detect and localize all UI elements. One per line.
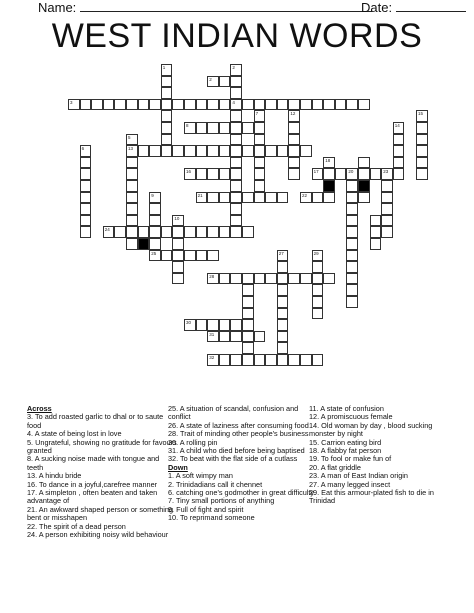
- cell-number: 10: [174, 215, 180, 221]
- grid-cell[interactable]: [265, 145, 277, 157]
- grid-cell[interactable]: [230, 354, 242, 366]
- clue-item: 14. Old woman by day , blood sucking monster by night: [309, 420, 433, 439]
- grid-cell[interactable]: [196, 226, 208, 238]
- cell-number: 32: [209, 355, 215, 360]
- cell-number: 20: [348, 169, 354, 175]
- grid-cell[interactable]: [196, 168, 208, 180]
- grid-cell[interactable]: [149, 226, 161, 238]
- grid-cell[interactable]: [219, 192, 231, 204]
- cell-number: 3: [70, 99, 73, 105]
- cell-number: 2: [232, 65, 235, 70]
- grid-cell[interactable]: [254, 168, 266, 180]
- grid-cell[interactable]: [288, 168, 300, 180]
- name-label-text: Name:: [38, 0, 77, 15]
- grid-cell[interactable]: [277, 354, 289, 366]
- grid-cell[interactable]: [230, 134, 242, 146]
- grid-cell[interactable]: [161, 226, 173, 238]
- grid-cell[interactable]: [184, 168, 196, 180]
- grid-cell[interactable]: [277, 319, 289, 331]
- grid-cell[interactable]: [219, 226, 231, 238]
- grid-cell[interactable]: [277, 99, 289, 111]
- grid-cell[interactable]: [161, 250, 173, 262]
- grid-cell[interactable]: [207, 319, 219, 331]
- cell-number: 18: [325, 157, 331, 163]
- clue-item: 15. Carrion eating bird: [309, 437, 382, 447]
- grid-cell[interactable]: [288, 134, 300, 146]
- grid-cell[interactable]: [184, 250, 196, 262]
- grid-cell[interactable]: [196, 192, 208, 204]
- cell-number: 6: [81, 146, 85, 152]
- grid-cell[interactable]: [277, 342, 289, 354]
- grid-cell[interactable]: [126, 203, 138, 215]
- grid-cell[interactable]: [207, 192, 219, 204]
- grid-cell[interactable]: [219, 99, 231, 111]
- grid-cell[interactable]: [300, 273, 312, 285]
- grid-cell[interactable]: [219, 273, 231, 285]
- clue-item: 7. Tiny small portions of anything: [168, 496, 275, 506]
- grid-cell[interactable]: [172, 99, 184, 111]
- grid-cell[interactable]: [358, 168, 370, 180]
- clue-item: 2. Trinidadians call it chennet: [168, 479, 263, 489]
- grid-cell[interactable]: [254, 354, 266, 366]
- grid-cell[interactable]: [335, 99, 347, 111]
- grid-cell[interactable]: [172, 250, 184, 262]
- grid-cell[interactable]: [312, 284, 324, 296]
- clue-item: 21. An awkward shaped person or something bent or misshapen: [27, 504, 174, 523]
- grid-cell[interactable]: [161, 134, 173, 146]
- cell-number: 15: [418, 111, 424, 117]
- cell-number: 8: [186, 123, 189, 128]
- grid-cell[interactable]: [230, 64, 242, 76]
- grid-cell[interactable]: [277, 284, 289, 296]
- grid-cell[interactable]: [254, 134, 266, 146]
- grid-cell[interactable]: [242, 296, 254, 308]
- clue-item: 10. To reprimand someone: [168, 513, 255, 523]
- grid-cell[interactable]: [207, 250, 219, 262]
- grid-cell[interactable]: [346, 284, 358, 296]
- grid-cell[interactable]: [300, 354, 312, 366]
- grid-cell[interactable]: [184, 122, 196, 134]
- grid-cell[interactable]: [196, 319, 208, 331]
- grid-cell[interactable]: [126, 99, 138, 111]
- grid-cell[interactable]: [346, 192, 358, 204]
- grid-cell[interactable]: [346, 226, 358, 238]
- cell-number: 2: [209, 76, 212, 82]
- puzzle-title: WEST INDIAN WORDS: [51, 17, 423, 55]
- grid-cell[interactable]: [346, 250, 358, 262]
- grid-cell[interactable]: [161, 145, 173, 157]
- clue-item: 20. A flat griddle: [309, 462, 361, 472]
- grid-cell[interactable]: [254, 99, 266, 111]
- grid-block: [323, 180, 335, 192]
- cell-number: 28: [209, 273, 215, 279]
- grid-cell[interactable]: [288, 99, 300, 111]
- grid-cell[interactable]: [254, 110, 266, 122]
- grid-cell[interactable]: [126, 180, 138, 192]
- grid-cell[interactable]: [230, 122, 242, 134]
- grid-cell[interactable]: [196, 99, 208, 111]
- clue-item: 26. A state of laziness after consuming food: [168, 420, 309, 430]
- grid-cell[interactable]: [381, 215, 393, 227]
- grid-cell[interactable]: [149, 250, 161, 262]
- grid-cell[interactable]: [126, 238, 138, 250]
- clue-item: 1. A soft wimpy man: [168, 471, 233, 481]
- clue-item: 19. To fool or make fun of: [309, 454, 392, 464]
- grid-cell[interactable]: [288, 157, 300, 169]
- grid-cell[interactable]: [149, 99, 161, 111]
- clue-item: 6. catching one's godmother in great difficulty: [168, 488, 315, 498]
- grid-cell[interactable]: [184, 319, 196, 331]
- clue-item: 29. Eat this armour-plated fish to die in Trinidad: [309, 488, 434, 506]
- grid-cell[interactable]: [126, 215, 138, 227]
- grid-cell[interactable]: [242, 192, 254, 204]
- grid-cell[interactable]: [80, 203, 92, 215]
- grid-cell[interactable]: [288, 122, 300, 134]
- grid-cell[interactable]: [242, 99, 254, 111]
- cell-number: 29: [313, 250, 319, 256]
- clue-item: 11. A state of confusion: [309, 404, 384, 413]
- clue-item: 13. A hindu bride: [27, 471, 82, 481]
- grid-cell[interactable]: [138, 99, 150, 111]
- cell-number: 7: [255, 111, 259, 117]
- grid-cell[interactable]: [254, 180, 266, 192]
- grid-cell[interactable]: [161, 122, 173, 134]
- clue-item: 27. A many legged insect: [309, 479, 391, 489]
- grid-cell[interactable]: [288, 273, 300, 285]
- clue-item: 8. A sucking noise made with tongue and teeth: [27, 454, 160, 472]
- grid-cell[interactable]: [230, 226, 242, 238]
- grid-cell[interactable]: [207, 145, 219, 157]
- grid-cell[interactable]: [381, 192, 393, 204]
- grid-cell[interactable]: [242, 354, 254, 366]
- clue-item: 17. A simpleton , often beaten and taken advantage of: [27, 488, 158, 506]
- grid-cell[interactable]: [416, 122, 428, 134]
- grid-cell[interactable]: [346, 215, 358, 227]
- grid-cell[interactable]: [80, 215, 92, 227]
- cell-number: 13: [128, 146, 134, 152]
- clues-column-1: [27, 405, 177, 540]
- clue-item: 31. A child who died before being baptised: [168, 446, 305, 456]
- grid-cell[interactable]: [207, 331, 219, 343]
- grid-cell[interactable]: [346, 99, 358, 111]
- grid-cell[interactable]: [254, 273, 266, 285]
- clue-item: 18. A flabby fat person: [309, 446, 382, 456]
- grid-cell[interactable]: [242, 319, 254, 331]
- grid-cell[interactable]: [254, 331, 266, 343]
- grid-cell[interactable]: [219, 145, 231, 157]
- clue-item: 23. A man of East Indian origin: [309, 471, 408, 481]
- grid-cell[interactable]: [138, 145, 150, 157]
- grid-cell[interactable]: [230, 273, 242, 285]
- grid-cell[interactable]: [370, 168, 382, 180]
- grid-cell[interactable]: [126, 145, 138, 157]
- grid-cell[interactable]: [230, 99, 242, 111]
- grid-cell[interactable]: [358, 99, 370, 111]
- grid-cell[interactable]: [91, 99, 103, 111]
- grid-cell[interactable]: [346, 203, 358, 215]
- grid-cell[interactable]: [161, 64, 173, 76]
- grid-cell[interactable]: [207, 354, 219, 366]
- grid-cell[interactable]: [219, 319, 231, 331]
- grid-cell[interactable]: [346, 261, 358, 273]
- grid-cell[interactable]: [346, 273, 358, 285]
- grid-cell[interactable]: [346, 168, 358, 180]
- grid-cell[interactable]: [323, 192, 335, 204]
- cell-number: 12: [290, 111, 296, 117]
- cell-number: 16: [186, 169, 192, 175]
- grid-cell[interactable]: [393, 134, 405, 146]
- grid-cell[interactable]: [300, 99, 312, 111]
- clues-column-3: [309, 405, 459, 506]
- grid-cell[interactable]: [346, 180, 358, 192]
- grid-cell[interactable]: [230, 215, 242, 227]
- grid-cell[interactable]: [277, 296, 289, 308]
- grid-cell[interactable]: [172, 261, 184, 273]
- grid-cell[interactable]: [242, 284, 254, 296]
- grid-cell[interactable]: [149, 145, 161, 157]
- grid-cell[interactable]: [242, 308, 254, 320]
- cell-number: 30: [186, 320, 192, 326]
- clue-item: 32. To beat with the flat side of a cutlass: [168, 454, 298, 464]
- grid-cell[interactable]: [370, 215, 382, 227]
- grid-cell[interactable]: [242, 273, 254, 285]
- grid-cell[interactable]: [416, 134, 428, 146]
- grid-cell[interactable]: [230, 87, 242, 99]
- grid-cell[interactable]: [335, 168, 347, 180]
- grid-cell[interactable]: [219, 354, 231, 366]
- grid-cell[interactable]: [312, 192, 324, 204]
- grid-cell[interactable]: [126, 192, 138, 204]
- grid-cell[interactable]: [80, 99, 92, 111]
- grid-cell[interactable]: [393, 168, 405, 180]
- grid-cell[interactable]: [370, 226, 382, 238]
- grid-cell[interactable]: [196, 250, 208, 262]
- across-heading: Across: [27, 404, 52, 413]
- grid-cell[interactable]: [80, 157, 92, 169]
- grid-cell[interactable]: [288, 110, 300, 122]
- grid-cell[interactable]: [149, 238, 161, 250]
- grid-cell[interactable]: [254, 145, 266, 157]
- grid-cell[interactable]: [277, 145, 289, 157]
- grid-cell[interactable]: [138, 226, 150, 238]
- grid-cell[interactable]: [161, 87, 173, 99]
- date-label-text: Date:: [361, 0, 393, 15]
- grid-cell[interactable]: [172, 145, 184, 157]
- grid-cell[interactable]: [312, 168, 324, 180]
- grid-cell[interactable]: [230, 192, 242, 204]
- grid-cell[interactable]: [312, 354, 324, 366]
- cell-number: 25: [151, 250, 157, 256]
- grid-cell[interactable]: [103, 226, 115, 238]
- grid-cell[interactable]: [230, 145, 242, 157]
- grid-cell[interactable]: [312, 261, 324, 273]
- grid-cell[interactable]: [161, 76, 173, 88]
- grid-cell[interactable]: [381, 226, 393, 238]
- grid-cell[interactable]: [207, 122, 219, 134]
- grid-cell[interactable]: [312, 296, 324, 308]
- grid-cell[interactable]: [230, 168, 242, 180]
- grid-cell[interactable]: [381, 168, 393, 180]
- grid-cell[interactable]: [265, 354, 277, 366]
- grid-cell[interactable]: [172, 215, 184, 227]
- grid-cell[interactable]: [149, 203, 161, 215]
- grid-cell[interactable]: [126, 157, 138, 169]
- grid-cell[interactable]: [230, 331, 242, 343]
- grid-cell[interactable]: [277, 250, 289, 262]
- grid-cell[interactable]: [242, 331, 254, 343]
- grid-cell[interactable]: [242, 226, 254, 238]
- cell-number: 17: [313, 169, 319, 175]
- grid-cell[interactable]: [230, 203, 242, 215]
- grid-cell[interactable]: [80, 226, 92, 238]
- grid-cell[interactable]: [416, 157, 428, 169]
- grid-cell[interactable]: [172, 226, 184, 238]
- grid-cell[interactable]: [300, 192, 312, 204]
- grid-cell[interactable]: [80, 145, 92, 157]
- grid-cell[interactable]: [300, 145, 312, 157]
- cell-number: 27: [278, 250, 284, 256]
- clue-item: 16. To dance in a joyful,carefree manner: [27, 479, 158, 489]
- grid-cell[interactable]: [68, 99, 80, 111]
- cell-number: 5: [128, 134, 131, 140]
- grid-cell[interactable]: [323, 157, 335, 169]
- grid-cell[interactable]: [416, 168, 428, 180]
- clue-item: 4. A state of being lost in love: [27, 429, 122, 439]
- grid-cell[interactable]: [393, 122, 405, 134]
- grid-cell[interactable]: [207, 76, 219, 88]
- grid-cell[interactable]: [230, 110, 242, 122]
- grid-cell[interactable]: [288, 145, 300, 157]
- clue-item: 12. A promiscuous female: [309, 412, 393, 422]
- clue-item: 22. The spirit of a dead person: [27, 521, 126, 531]
- grid-cell[interactable]: [149, 215, 161, 227]
- grid-cell[interactable]: [207, 168, 219, 180]
- grid-cell[interactable]: [346, 238, 358, 250]
- grid-cell[interactable]: [265, 99, 277, 111]
- grid-cell[interactable]: [114, 99, 126, 111]
- grid-cell[interactable]: [358, 192, 370, 204]
- grid-cell[interactable]: [196, 122, 208, 134]
- grid-cell[interactable]: [219, 122, 231, 134]
- grid-cell[interactable]: [80, 168, 92, 180]
- grid-cell[interactable]: [416, 110, 428, 122]
- grid-cell[interactable]: [393, 157, 405, 169]
- grid-cell[interactable]: [323, 273, 335, 285]
- grid-cell[interactable]: [196, 145, 208, 157]
- grid-cell[interactable]: [172, 238, 184, 250]
- grid-cell[interactable]: [381, 203, 393, 215]
- grid-cell[interactable]: [207, 99, 219, 111]
- grid-cell[interactable]: [370, 238, 382, 250]
- grid-cell[interactable]: [80, 192, 92, 204]
- clue-item: 5. Ungrateful, showing no gratitude for favours granted: [27, 437, 177, 456]
- grid-cell[interactable]: [416, 145, 428, 157]
- grid-cell[interactable]: [323, 168, 335, 180]
- cell-number: 1: [162, 65, 166, 70]
- clue-item: 9. Full of fight and spirit: [168, 504, 244, 514]
- down-heading: Down: [168, 462, 188, 472]
- grid-cell[interactable]: [323, 99, 335, 111]
- grid-cell[interactable]: [254, 157, 266, 169]
- grid-cell[interactable]: [230, 319, 242, 331]
- grid-cell[interactable]: [265, 273, 277, 285]
- clue-item: 24. A person exhibiting noisy wild behaviour: [27, 530, 169, 540]
- grid-cell[interactable]: [126, 168, 138, 180]
- grid-cell[interactable]: [265, 192, 277, 204]
- grid-cell[interactable]: [358, 157, 370, 169]
- grid-cell[interactable]: [254, 122, 266, 134]
- grid-block: [138, 238, 150, 250]
- cell-number: 14: [394, 123, 400, 128]
- grid-cell[interactable]: [277, 273, 289, 285]
- grid-cell[interactable]: [277, 308, 289, 320]
- grid-cell[interactable]: [230, 76, 242, 88]
- grid-cell[interactable]: [80, 180, 92, 192]
- cell-number: 21: [197, 192, 203, 198]
- grid-cell[interactable]: [393, 145, 405, 157]
- clue-item: 3. To add roasted garlic to dhal or to saute food: [27, 412, 164, 430]
- cell-number: 9: [151, 192, 154, 198]
- grid-cell[interactable]: [219, 331, 231, 343]
- grid-cell[interactable]: [161, 99, 173, 111]
- grid-cell[interactable]: [254, 192, 266, 204]
- clues-column-2: [168, 405, 318, 523]
- grid-cell[interactable]: [230, 180, 242, 192]
- grid-cell[interactable]: [114, 226, 126, 238]
- cell-number: 4: [232, 99, 235, 105]
- grid-cell[interactable]: [346, 296, 358, 308]
- grid-cell[interactable]: [184, 99, 196, 111]
- grid-cell[interactable]: [149, 192, 161, 204]
- grid-cell[interactable]: [207, 273, 219, 285]
- grid-cell[interactable]: [230, 157, 242, 169]
- grid-cell[interactable]: [172, 273, 184, 285]
- grid-cell[interactable]: [184, 226, 196, 238]
- grid-cell[interactable]: [219, 76, 231, 88]
- grid-cell[interactable]: [312, 99, 324, 111]
- clue-item: 25. A situation of scandal, confusion and conflict: [168, 404, 299, 422]
- clue-item: 28. Trait of minding other people's business: [168, 429, 309, 439]
- grid-cell[interactable]: [207, 226, 219, 238]
- cell-number: 24: [104, 227, 110, 233]
- grid-cell[interactable]: [242, 122, 254, 134]
- grid-cell[interactable]: [103, 99, 115, 111]
- grid-cell[interactable]: [242, 145, 254, 157]
- clue-item: 30. A rolling pin: [168, 437, 218, 447]
- grid-cell[interactable]: [184, 145, 196, 157]
- cell-number: 23: [383, 169, 389, 175]
- grid-cell[interactable]: [312, 273, 324, 285]
- cell-number: 22: [302, 192, 308, 198]
- grid-cell[interactable]: [381, 180, 393, 192]
- grid-cell[interactable]: [277, 192, 289, 204]
- grid-cell[interactable]: [126, 134, 138, 146]
- cell-number: 31: [209, 331, 215, 337]
- grid-cell[interactable]: [126, 226, 138, 238]
- grid-cell[interactable]: [219, 168, 231, 180]
- grid-cell[interactable]: [312, 308, 324, 320]
- grid-cell[interactable]: [277, 331, 289, 343]
- grid-cell[interactable]: [288, 354, 300, 366]
- grid-cell[interactable]: [161, 110, 173, 122]
- grid-cell[interactable]: [242, 342, 254, 354]
- grid-cell[interactable]: [277, 261, 289, 273]
- grid-block: [358, 180, 370, 192]
- grid-cell[interactable]: [312, 250, 324, 262]
